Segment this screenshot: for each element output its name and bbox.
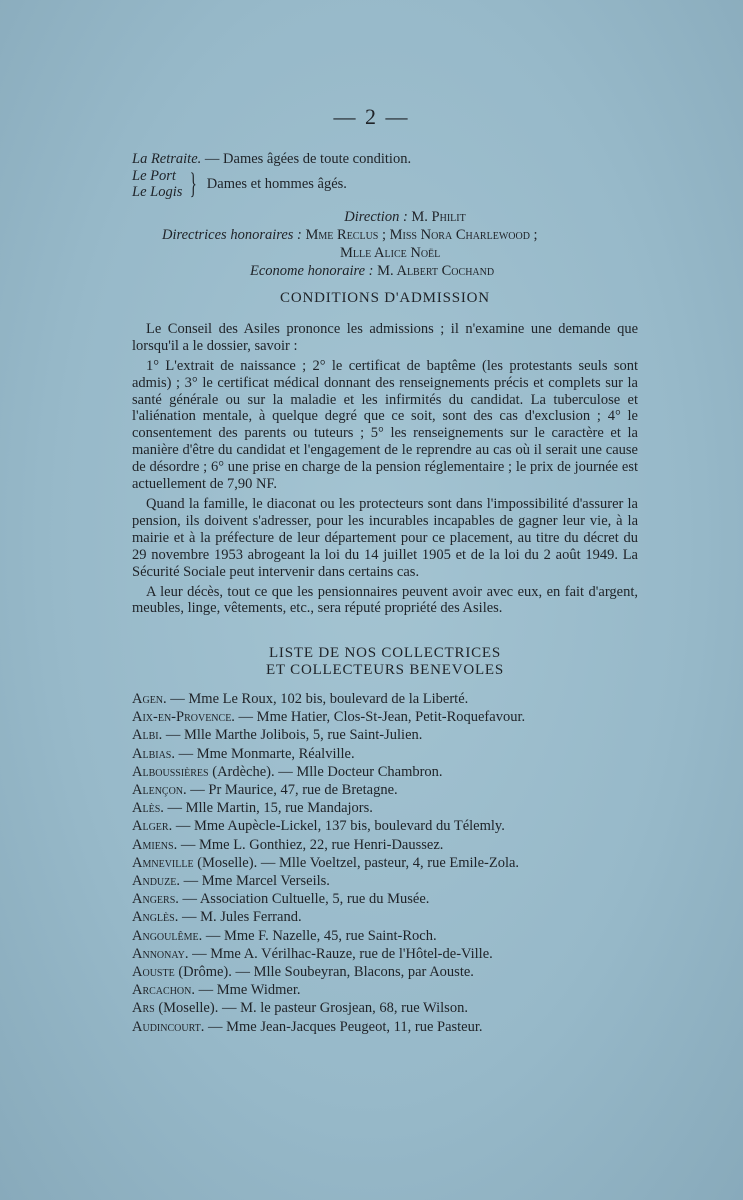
list-item [132, 945, 652, 963]
collector-text: — M. Jules Ferrand. [178, 909, 302, 926]
port-logis-text: Dames et hommes âgés. [206, 176, 347, 192]
conditions-paragraph: 1° L'extrait de naissance ; 2° le certificat de baptême (les protestants seuls sont admis) ; 3° le certificat médical donnant des renseignements précis et complets sur la santé générale ou sur la maladie et les infirmités du candidat. La tuberculose et l'aliénation mentale, à quelque degré que ce soit, sont des cas d'exclusion ; 4° le consentement des parents ou tuteurs ; 5° les renseignements sur le caractère et la manière d'être du candidat et l'engagement de le reprendre au cas où il serait une cause de désordre ; 6° une prise en charge de la pension réglementaire ; le prix de journée est actuellement de 7,90 NF. [132, 357, 638, 493]
retraite-name: La Retraite. [132, 151, 202, 167]
city-name: Aix-en-Provence. [132, 709, 235, 726]
city-name: Albias. [132, 745, 175, 762]
conditions-paragraph: Le Conseil des Asiles prononce les admissions ; il n'examine une demande que lorsqu'il a le dossier, savoir : [132, 320, 638, 354]
list-item [132, 799, 652, 817]
collector-text: — Pr Maurice, 47, rue de Bretagne. [186, 782, 398, 799]
collector-text: — Mme A. Vérilhac-Rauze, rue de l'Hôtel-de-Ville. [188, 945, 493, 962]
list-item [132, 690, 652, 708]
directrices-value: Mme Reclus ; Miss Nora Charlewood ; [305, 227, 538, 243]
collector-text: — Mme Jean-Jacques Peugeot, 11, rue Pasteur. [204, 1018, 483, 1035]
retraite-text: — Dames âgées de toute condition. [201, 151, 412, 167]
city-name: Anduze. [132, 873, 180, 890]
port-logis-names [132, 168, 182, 200]
list-item [132, 836, 652, 854]
direction-line [132, 208, 638, 226]
directrices-line-2 [132, 244, 638, 262]
city-name: Alençon. [132, 782, 187, 799]
list-item [132, 763, 652, 781]
list-item [132, 927, 652, 945]
city-name: Angers. [132, 891, 179, 908]
city-name: Anglès. [132, 909, 179, 926]
collector-text: — Mme Marcel Verseils. [179, 873, 330, 890]
collector-text: (Drôme). — Mlle Soubeyran, Blacons, par Aouste. [174, 964, 474, 981]
list-item [132, 981, 652, 999]
list-item [132, 854, 652, 872]
liste-title-line-1: LISTE DE NOS COLLECTRICES [268, 645, 502, 661]
city-name: Amiens. [132, 836, 178, 853]
list-item [132, 890, 652, 908]
liste-title [132, 645, 638, 679]
collector-text: — Mlle Martin, 15, rue Mandajors. [163, 800, 373, 817]
econome-label: Econome honoraire : [250, 263, 374, 279]
collector-text: — Mme Hatier, Clos-St-Jean, Petit-Roquefavour. [234, 709, 526, 726]
list-item [132, 745, 652, 763]
brace-icon: } [189, 167, 198, 200]
collector-text: (Ardèche). — Mlle Docteur Chambron. [208, 763, 443, 780]
collector-text: — Association Cultuelle, 5, rue du Musée. [178, 891, 430, 908]
econome-value: M. Albert Cochand [377, 263, 495, 279]
conditions-title: CONDITIONS D'ADMISSION [280, 290, 490, 306]
collector-text: — Mlle Marthe Jolibois, 5, rue Saint-Julien. [162, 727, 423, 744]
institutions-header [132, 150, 638, 280]
city-name: Alboussières [132, 763, 209, 780]
city-name: Arcachon. [132, 982, 195, 999]
city-name: Angoulême. [132, 927, 203, 944]
collector-text: — Mme L. Gonthiez, 22, rue Henri-Daussez. [177, 836, 444, 853]
retraite-line [132, 150, 638, 168]
collector-text: — Mme Monmarte, Réalville. [175, 745, 355, 762]
collector-text: — Mme Le Roux, 102 bis, boulevard de la Liberté. [166, 691, 469, 707]
city-name: Agen. [132, 691, 167, 707]
list-item [132, 781, 652, 799]
list-item [132, 817, 652, 835]
econome-line [132, 262, 638, 280]
collector-text: — Mme Widmer. [195, 982, 301, 999]
list-item [132, 726, 652, 744]
page-number: — 2 — [333, 104, 410, 129]
list-item [132, 999, 652, 1017]
port-logis-block [132, 168, 638, 200]
directrices-line [132, 226, 638, 244]
collectors-list [132, 690, 652, 1036]
city-name: Audincourt. [132, 1018, 205, 1035]
city-name: Aouste [132, 964, 175, 981]
city-name: Ars [132, 1000, 155, 1017]
conditions-paragraph: Quand la famille, le diaconat ou les protecteurs sont dans l'impossibilité d'assurer la pension, ils doivent s'adresser, pour les incurables incapables de gagner leur vie, à la mairie et à la préfecture de leur département pour ce placement, au titre du décret du 29 novembre 1953 abrogeant la loi du 14 juillet 1905 et de la loi du 2 août 1949. La Sécurité Sociale peut intervenir dans certains cas. [132, 495, 638, 580]
direction-value: M. Philit [411, 209, 466, 225]
city-name: Alger. [132, 818, 173, 835]
collector-text: (Moselle). — M. le pasteur Grosjean, 68, rue Wilson. [154, 1000, 468, 1017]
city-name: Alès. [132, 800, 164, 817]
logis-name: Le Logis [132, 184, 183, 200]
city-name: Annonay. [132, 945, 189, 962]
directrices-label: Directrices honoraires : [162, 227, 302, 243]
port-name: Le Port [132, 168, 176, 184]
list-item [132, 708, 652, 726]
list-item [132, 908, 652, 926]
liste-title-line-2: ET COLLECTEURS BENEVOLES [265, 662, 505, 678]
collector-text: — Mme Aupècle-Lickel, 137 bis, boulevard du Télemly. [172, 818, 505, 835]
conditions-section [132, 290, 638, 617]
collector-text: — Mme F. Nazelle, 45, rue Saint-Roch. [202, 927, 437, 944]
directrices-value-2: Mlle Alice Noël [340, 245, 441, 261]
list-item [132, 1018, 652, 1036]
collector-text: (Moselle). — Mlle Voeltzel, pasteur, 4, rue Emile-Zola. [193, 854, 520, 871]
direction-label: Direction : [344, 209, 408, 225]
list-item [132, 872, 652, 890]
city-name: Amneville [132, 854, 194, 871]
list-item [132, 963, 652, 981]
conditions-paragraph: A leur décès, tout ce que les pensionnaires peuvent avoir avec eux, en fait d'argent, meubles, linge, vêtements, etc., sera réputé propriété des Asiles. [132, 583, 638, 617]
city-name: Albi. [132, 727, 163, 744]
